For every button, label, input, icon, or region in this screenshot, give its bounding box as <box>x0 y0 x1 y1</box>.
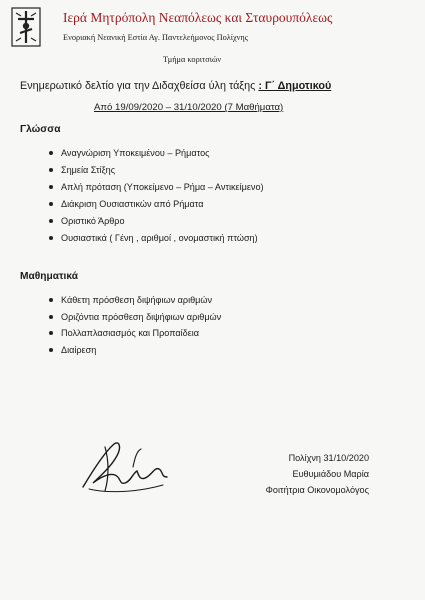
signer-name: Ευθυμιάδου Μαρία <box>292 469 369 479</box>
list-item: Σημεία Στίξης <box>49 165 264 182</box>
list-item: Κάθετη πρόσθεση διψήφιων αριθμών <box>49 295 221 312</box>
section-title-language: Γλώσσα <box>20 124 61 135</box>
bulletin-heading <box>20 80 331 92</box>
grade-label: : Γ΄ Δημοτικού <box>258 80 332 92</box>
department-label: Τμήμα κοριτσιών <box>163 55 222 64</box>
place-date: Πολίχνη 31/10/2020 <box>288 453 369 463</box>
list-item: Αναγνώριση Υποκειμένου – Ρήματος <box>49 148 264 165</box>
signer-block <box>266 452 369 500</box>
bullet-icon <box>49 298 53 302</box>
bullet-icon <box>49 331 53 335</box>
organization-subtitle: Ενοριακή Νεανική Εστία Αγ. Παντελεήμονος Πολίχνης <box>63 33 249 42</box>
bullet-icon <box>49 348 53 352</box>
list-item: Διαίρεση <box>49 345 221 362</box>
list-item: Οριζόντια πρόσθεση διψήφιων αριθμών <box>49 312 221 329</box>
section-title-math: Μαθηματικά <box>20 271 78 282</box>
list-item: Διάκριση Ουσιαστικών από Ρήματα <box>49 199 264 216</box>
period-label: Από 19/09/2020 – 31/10/2020 (7 Μαθήματα) <box>94 102 284 113</box>
list-item: Ουσιαστικά ( Γένη , αριθμοί , ονομαστική πτώση) <box>49 233 264 250</box>
bullet-icon <box>49 151 53 155</box>
bulletin-heading-text: Ενημερωτικό δελτίο για την Διδαχθείσα ύλη τάξης <box>20 80 259 92</box>
list-item: Απλή πρόταση (Υποκείμενο – Ρήμα – Αντικείμενο) <box>49 182 264 199</box>
orthodox-cross-emblem-icon <box>11 7 41 47</box>
organization-title: Ιερά Μητρόπολη Νεαπόλεως και Σταυρουπόλεως <box>63 10 333 25</box>
bullet-icon <box>49 168 53 172</box>
signer-role: Φοιτήτρια Οικονομολόγος <box>265 485 369 495</box>
bullet-icon <box>49 236 53 240</box>
list-item: Οριστικό Άρθρο <box>49 216 264 233</box>
list-item: Πολλαπλασιασμός και Προπαίδεια <box>49 328 221 345</box>
language-topics-list <box>49 148 264 250</box>
bullet-icon <box>49 202 53 206</box>
handwritten-signature <box>75 427 175 507</box>
math-topics-list <box>49 295 221 362</box>
bullet-icon <box>49 219 53 223</box>
bullet-icon <box>49 315 53 319</box>
bullet-icon <box>49 185 53 189</box>
